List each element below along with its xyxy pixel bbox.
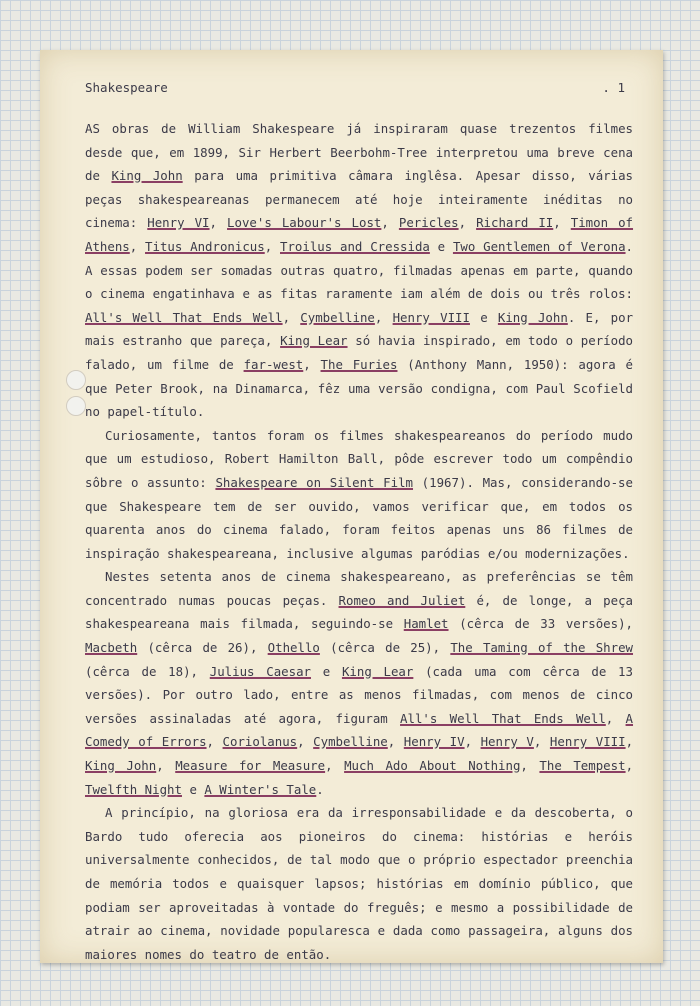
text-run: , [520,758,540,774]
text-run: , [129,238,146,254]
text-run: , [533,734,550,750]
text-run: , [387,734,404,750]
text-run: e [429,238,453,254]
underlined-title: All's Well That Ends Well [85,309,283,325]
underlined-title: King John [85,758,157,774]
underlined-title: Henry IV [403,734,465,750]
underlined-title: Much Ado About Nothing [344,758,521,774]
page-header [85,80,625,95]
page-number: . 1 [602,80,625,95]
underlined-title: King Lear [341,663,414,679]
underlined-title: Romeo and Juliet [338,592,466,608]
underlined-title: far-west [243,356,304,372]
text-run: (cêrca de 33 versões), [448,616,633,632]
paragraph [85,801,633,966]
text-run: . A essas podem ser somadas outras quatro, filmadas apenas em parte, quando o cinema engatinhava e as fitas raramente iam além de dois ou três rolos: [85,238,633,302]
underlined-title: Othello [267,640,320,656]
underlined-title: Cymbelline [300,309,375,325]
text-run: . E, por mais estranho que pareça, [85,309,634,349]
underlined-title: Love's Labour's Lost [227,215,382,231]
text-run: . [316,781,324,797]
underlined-title: Julius Caesar [209,663,311,679]
punch-hole [66,396,86,416]
underlined-title: Macbeth [85,640,138,656]
text-run: , [625,734,634,750]
text-run: , [206,734,223,750]
text-run: (1967). Mas, considerando-se que Shakespeare tem de ser ouvido, vamos verificar que, em todos os quarenta anos do cinema falado, foram feitos apenas uns 86 filmes de inspiração shakespeareana, inclusive algumas paródias e/ou modernizações. [85,474,633,561]
typewritten-page [40,50,663,963]
underlined-title: Coriolanus [222,734,298,750]
underlined-title: Titus Andronicus [145,238,265,254]
underlined-title: Shakespeare on Silent Film [215,474,414,490]
text-run: , [264,238,280,254]
text-run: , [458,215,477,231]
underlined-title: Measure for Measure [175,758,326,774]
underlined-title: The Furies [320,356,398,372]
text-run: e [469,309,498,325]
underlined-title: Twelfth Night [85,781,182,797]
text-run: (cêrca de 26), [137,640,268,656]
underlined-title: Henry VIII [392,309,470,325]
underlined-title: All's Well That Ends Well [400,710,606,726]
underlined-title: King Lear [280,333,348,349]
text-run: , [297,734,314,750]
underlined-title: Two Gentlemen of Verona [452,238,626,254]
paragraph [85,117,633,424]
underlined-title: Henry VI [147,215,210,231]
text-run: , [381,215,399,231]
text-run: (Anthony Mann, 1950): agora é que Peter Brook, na Dinamarca, fêz uma versão condigna, com Paul Scofield no papel-título. [85,356,633,420]
text-run: AS obras de William Shakespeare já inspiraram quase trezentos filmes desde que, em 1899, Sir Herbert Beerbohm-Tree interpretou uma breve cena de [85,121,633,184]
text-run: (cêrca de 25), [319,640,451,656]
text-run: A princípio, na gloriosa era da irresponsabilidade e da descoberta, o Bardo tudo oferecia aos pioneiros do cinema: histórias e heróis universalmente conhecidos, de tal modo que o próprio espectador preenchia de memória todos e quaisquer lapsos; histórias em domínio público, que podiam ser aproveitadas à vontade do freguês; e mesmo a possibilidade de atrair ao cinema, novidade popularesca e dada como passageira, alguns dos maiores nomes do teatro de então. [85,805,633,962]
underlined-title: Timon of Athens [85,215,634,254]
underlined-title: Richard II [476,215,554,231]
text-run: , [303,356,321,372]
underlined-title: Cymbelline [313,734,388,750]
underlined-title: Henry VIII [549,734,626,750]
underlined-title: Pericles [398,215,459,231]
text-run: para uma primitiva câmara inglêsa. Apesar disso, várias peças shakespeareanas permanecem até hoje inteiramente inéditas no cinema: [85,168,633,231]
punch-hole [66,370,86,390]
underlined-title: King John [111,168,183,184]
text-run: , [374,309,393,325]
text-run: , [553,215,571,231]
underlined-title: Henry V [480,734,534,750]
text-run: , [625,758,634,774]
text-run: , [209,215,228,231]
page-title: Shakespeare [85,80,168,95]
paragraph [85,424,633,566]
underlined-title: Troilus and Cressida [280,238,430,254]
text-run: (cêrca de 18), [85,663,210,679]
text-run: e [311,663,342,679]
underlined-title: The Tempest [539,758,626,774]
text-run: Nestes setenta anos de cinema shakespeareano, as preferências se têm concentrado numas poucas peças. [85,569,633,608]
text-run: , [282,309,301,325]
text-run: é, de longe, a peça shakespeareana mais filmada, seguindo-se [85,592,634,632]
text-run: Curiosamente, tantos foram os filmes shakespeareanos do período mudo que um estudioso, Robert Hamilton Ball, pôde escrever todo um compêndio sôbre o assunto: [85,427,633,490]
text-run: , [464,734,481,750]
text-run: , [325,758,345,774]
text-run: , [156,758,176,774]
text-run: , [605,710,626,726]
document-body [85,117,633,966]
underlined-title: King John [497,309,568,325]
paragraph [85,565,633,801]
text-run: (cada uma com cêrca de 13 versões). Por outro lado, entre as menos filmadas, com menos de cinco versões assinaladas até agora, figuram [85,663,633,726]
underlined-title: A Comedy of Errors [85,710,634,750]
underlined-title: A Winter's Tale [204,781,317,797]
underlined-title: The Taming of the Shrew [450,640,634,656]
text-run: e [181,781,205,797]
underlined-title: Hamlet [403,616,449,632]
text-run: só havia inspirado, em todo o período falado, um filme de [85,333,633,372]
